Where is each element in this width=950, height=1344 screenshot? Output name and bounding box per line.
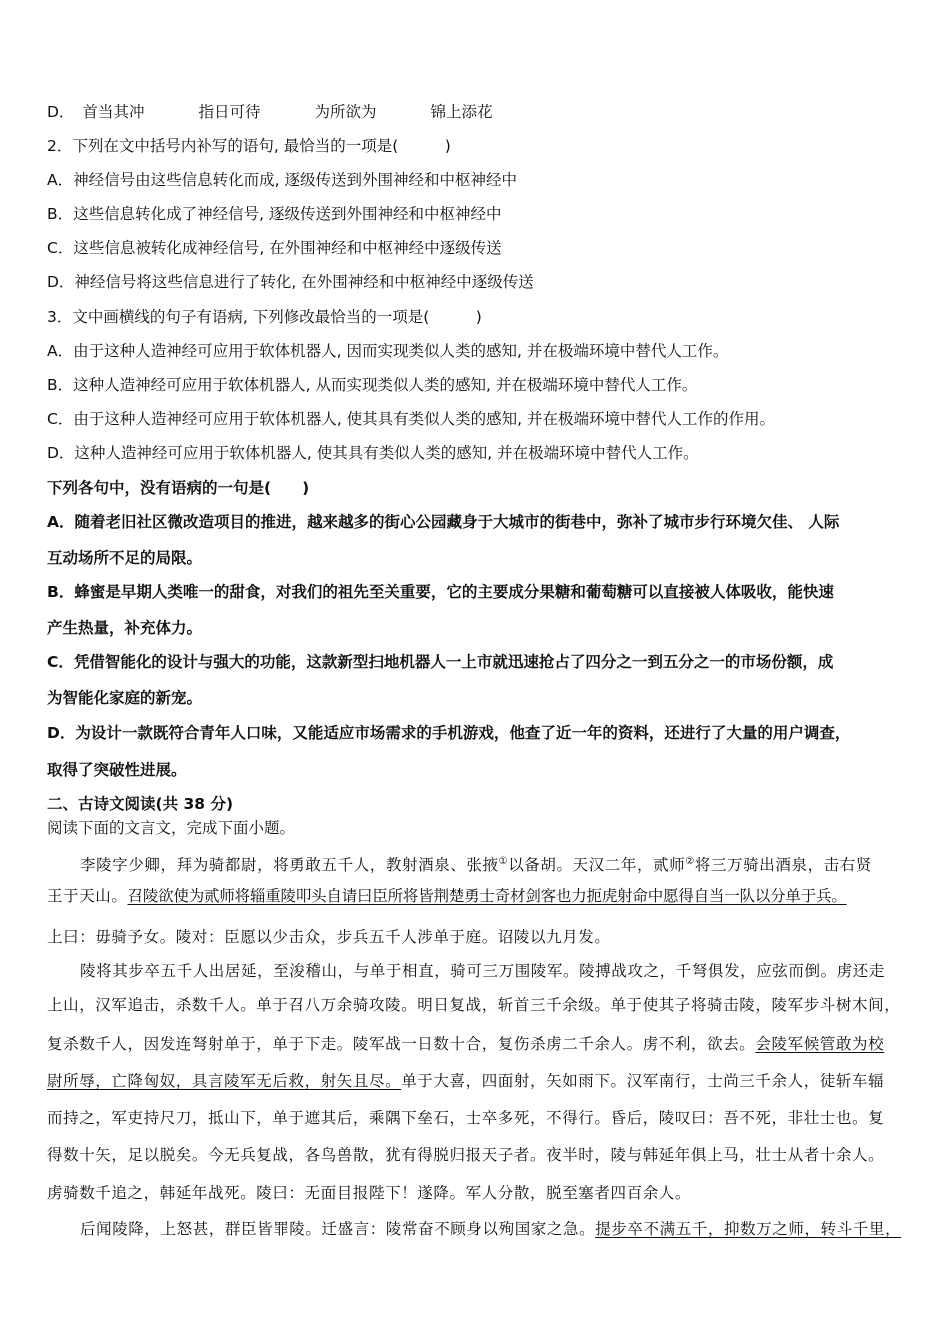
q3-option-d: D．这种人造神经可应用于软体机器人, 使其具有类似人类的感知, 并在极端环境中替代人工作。: [47, 444, 699, 462]
q2-option-a: A．神经信号由这些信息转化而成, 逐级传送到外围神经和中枢神经中: [47, 171, 517, 189]
q3-stem: 3．文中画横线的句子有语病, 下列修改最恰当的一项是( ): [47, 308, 482, 326]
passage-p2-line2: 上山，汉军追击，杀数千人。单于召八万余骑攻陵。明日复战，斩首三千余级。单于使其子将骑击陵，陵军步斗树木间，: [47, 996, 901, 1014]
passage-p1-line1: [80, 852, 872, 875]
q3-option-a: A．由于这种人造神经可应用于软体机器人, 因而实现类似人类的感知, 并在极端环境中替代人工作。: [47, 342, 729, 360]
passage-p2-line7: 虏骑数千追之，韩延年战死。陵曰：无面目报陛下！遂降。军人分散，脱至塞者四百余人。: [47, 1184, 692, 1202]
q4-stem: 下列各句中，没有语病的一句是( ): [47, 479, 310, 497]
q3-option-c: C．由于这种人造神经可应用于软体机器人, 使其具有类似人类的感知, 并在极端环境中替代人工作的作用。: [47, 410, 776, 428]
q4-option-a-line1: A．随着老旧社区微改造项目的推进，越来越多的街心公园藏身于大城市的街巷中，弥补了城市步行环境欠佳、 人际: [47, 513, 840, 531]
passage-p2-line1: 陵将其步卒五千人出居延，至浚稽山，与单于相直，骑可三万围陵军。陵搏战攻之，千弩俱发，应弦而倒。虏还走: [80, 962, 886, 980]
passage-p1-line1-text-a: 李陵字少卿，拜为骑都尉，将勇敢五千人，教射酒泉、张掖: [80, 856, 499, 875]
q1-option-d-item-3: 为所欲为: [314, 103, 377, 121]
q1-option-d-item-2: 指日可待: [198, 103, 261, 121]
passage-p2-line6: 得数十矢，足以脱矣。今无兵复战，各鸟兽散，犹有得脱归报天子者。夜半时，陵与韩延年俱上马，壮士从者十余人。: [47, 1146, 885, 1164]
passage-p1-line1-text-b: 以备胡。天汉二年，贰师: [508, 856, 686, 875]
q1-option-d: [47, 102, 493, 122]
q4-option-d-line2: 取得了突破性进展。: [47, 761, 187, 779]
passage-underlined-sentence-1: 召陵欲使为贰师将辎重陵叩头自请曰臣所将皆荆楚勇士奇材剑客也力扼虎射命中愿得自当一队以分单于兵。: [127, 887, 847, 905]
passage-p2-line3: [47, 1034, 884, 1054]
q2-stem: 2．下列在文中括号内补写的语句, 最恰当的一项是( ): [47, 137, 451, 155]
passage-underlined-sentence-2a: 会陵军候管敢为校: [755, 1035, 885, 1053]
footnote-2-marker: ②: [685, 856, 695, 867]
q2-option-d: D．神经信号将这些信息进行了转化, 在外围神经和中枢神经中逐级传送: [47, 273, 534, 291]
passage-p1-line3: 上曰：毋骑予女。陵对：臣愿以少击众，步兵五千人涉单于庭。诏陵以九月发。: [47, 928, 611, 946]
passage-underlined-sentence-2b: 尉所辱，亡降匈奴，具言陵军无后救，射矢且尽。: [47, 1072, 402, 1090]
q2-option-b: B．这些信息转化成了神经信号, 逐级传送到外围神经和中枢神经中: [47, 205, 502, 223]
q1-option-d-item-4: 锦上添花: [430, 103, 493, 121]
q3-option-b: B．这种人造神经可应用于软体机器人, 从而实现类似人类的感知, 并在极端环境中替代人工作。: [47, 376, 698, 394]
passage-p2-line3-text: 复杀数千人，因发连弩射单于，单于下走。陵军战一日数十合，复伤杀虏二千余人。虏不利，欲去。: [47, 1035, 756, 1053]
passage-p3-line1-text: 后闻陵降，上怒甚，群臣皆罪陵。迁盛言：陵常奋不顾身以殉国家之急。: [80, 1220, 596, 1238]
section2-instruction: 阅读下面的文言文，完成下面小题。: [47, 819, 296, 837]
q4-option-b-line1: B．蜂蜜是早期人类唯一的甜食，对我们的祖先至关重要，它的主要成分果糖和葡萄糖可以直接被人体吸收，能快速: [47, 583, 834, 601]
q4-option-c-line2: 为智能化家庭的新宠。: [47, 689, 203, 707]
q4-option-b-line2: 产生热量，补充体力。: [47, 619, 203, 637]
q2-option-c: C．这些信息被转化成神经信号, 在外围神经和中枢神经中逐级传送: [47, 239, 502, 257]
passage-p3-line1: [80, 1219, 901, 1239]
passage-p2-line5: 而持之，军吏持尺刀，抵山下，单于遮其后，乘隅下垒石，士卒多死，不得行。昏后，陵叹曰：吾不死，非壮士也。复: [47, 1109, 885, 1127]
q4-option-c-line1: C．凭借智能化的设计与强大的功能，这款新型扫地机器人一上市就迅速抢占了四分之一到五分之一的市场份额，成: [47, 653, 834, 671]
passage-underlined-sentence-3: 提步卒不满五千，抑数万之师，转斗千里，: [595, 1220, 902, 1238]
q4-option-d-line1: D．为设计一款既符合青年人口味，又能适应市场需求的手机游戏，他查了近一年的资料，还进行了大量的用户调查，: [47, 724, 851, 742]
section2-heading: 二、古诗文阅读(共 38 分): [47, 795, 234, 813]
footnote-1-marker: ①: [498, 856, 509, 867]
q1-option-d-label: D．: [47, 103, 75, 121]
passage-p2-line4-text: 单于大喜，四面射，矢如雨下。汉军南行，士尚三千余人，徒斩车辐: [401, 1072, 885, 1090]
passage-p2-line4: [47, 1071, 884, 1091]
q4-option-a-line2: 互动场所不足的局限。: [47, 549, 203, 567]
passage-p1-line2-text: 王于天山。: [47, 887, 128, 905]
q1-option-d-item-1: 首当其冲: [82, 103, 145, 121]
passage-p1-line2: [47, 886, 847, 906]
passage-p1-line1-text-c: 将三万骑出酒泉，击右贤: [694, 856, 872, 875]
